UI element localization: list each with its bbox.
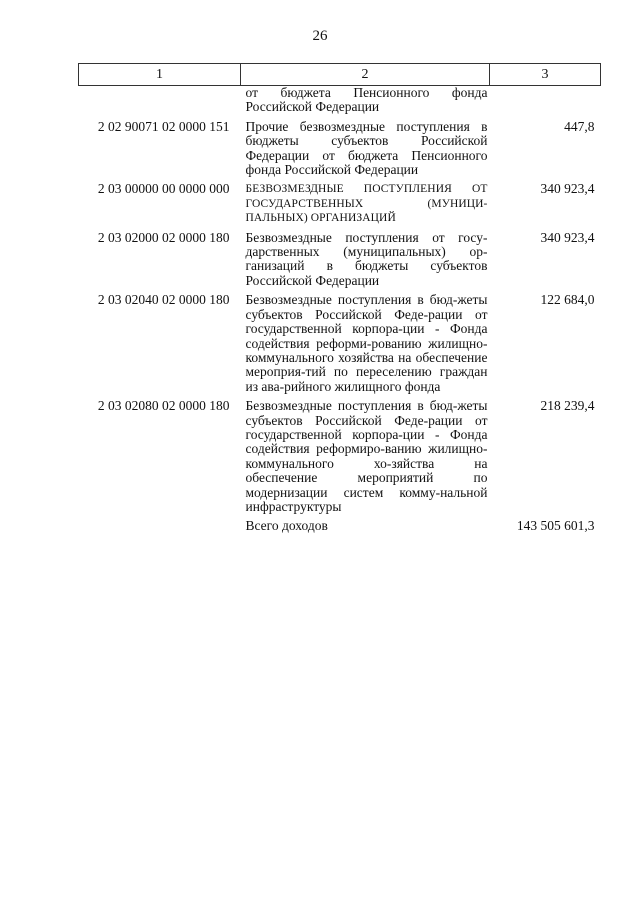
revenue-name: Безвозмездные поступления от госу-дарственных (муниципальных) ор-ганизаций в бюджеты субъектов Российской Федерации [245, 229, 488, 288]
revenue-amount [490, 86, 601, 115]
budget-code: 2 03 00000 00 0000 000 [97, 181, 230, 197]
revenue-name: Безвозмездные поступления в бюд-жеты субъектов Российской Феде-рации от государственной корпора-ции - Фонда содействия реформи-рованию жилищно-коммунального хозяйства на обеспечение мероприя-тий по переселению граждан из ава-рийного жилищного фонда [245, 292, 488, 394]
revenue-name: от бюджета Пенсионного фонда Российской Федерации [245, 85, 488, 115]
revenue-table [78, 63, 601, 534]
table-row [79, 288, 601, 394]
budget-code: 2 02 90071 02 0000 151 [97, 118, 230, 134]
budget-code [79, 514, 241, 533]
budget-code: 2 03 02040 02 0000 180 [97, 292, 230, 308]
budget-code: 2 03 02080 02 0000 180 [97, 398, 230, 414]
column-header-3: 3 [490, 64, 601, 86]
table-row [79, 177, 601, 225]
revenue-amount: 122 684,0 [540, 292, 595, 308]
revenue-amount: 447,8 [564, 118, 595, 134]
budget-code [79, 86, 241, 115]
table-row [79, 86, 601, 115]
table-row [79, 226, 601, 289]
table-body [79, 86, 601, 534]
column-header-2: 2 [241, 64, 490, 86]
revenue-name: Прочие безвозмездные поступления в бюджеты субъектов Российской Федерации от бюджета Пенсионного фонда Российской Федерации [245, 118, 488, 178]
revenue-name: Всего доходов [245, 518, 328, 534]
table-header-row [79, 64, 601, 86]
revenue-amount: 340 923,4 [540, 181, 595, 197]
table-row [79, 394, 601, 514]
revenue-name: Безвозмездные поступления в бюд-жеты субъектов Российской Феде-рации от государственной корпора-ции - Фонда содействия реформиро-ванию жилищно-коммунального хо-зяйства на обеспечение мероприятий по модернизации систем комму-нальной инфраструктуры [245, 398, 488, 514]
revenue-amount: 218 239,4 [540, 398, 595, 414]
revenue-amount: 143 505 601,3 [516, 518, 595, 534]
revenue-name: БЕЗВОЗМЕЗДНЫЕ ПОСТУПЛЕНИЯ ОТ ГОСУДАРСТВЕННЫХ (МУНИЦИ-ПАЛЬНЫХ) ОРГАНИЗАЦИЙ [245, 183, 488, 225]
budget-code: 2 03 02000 02 0000 180 [97, 229, 230, 245]
table-row [79, 514, 601, 533]
revenue-amount: 340 923,4 [540, 229, 595, 245]
column-header-1: 1 [79, 64, 241, 86]
page-number: 26 [312, 28, 328, 44]
table-row [79, 115, 601, 178]
